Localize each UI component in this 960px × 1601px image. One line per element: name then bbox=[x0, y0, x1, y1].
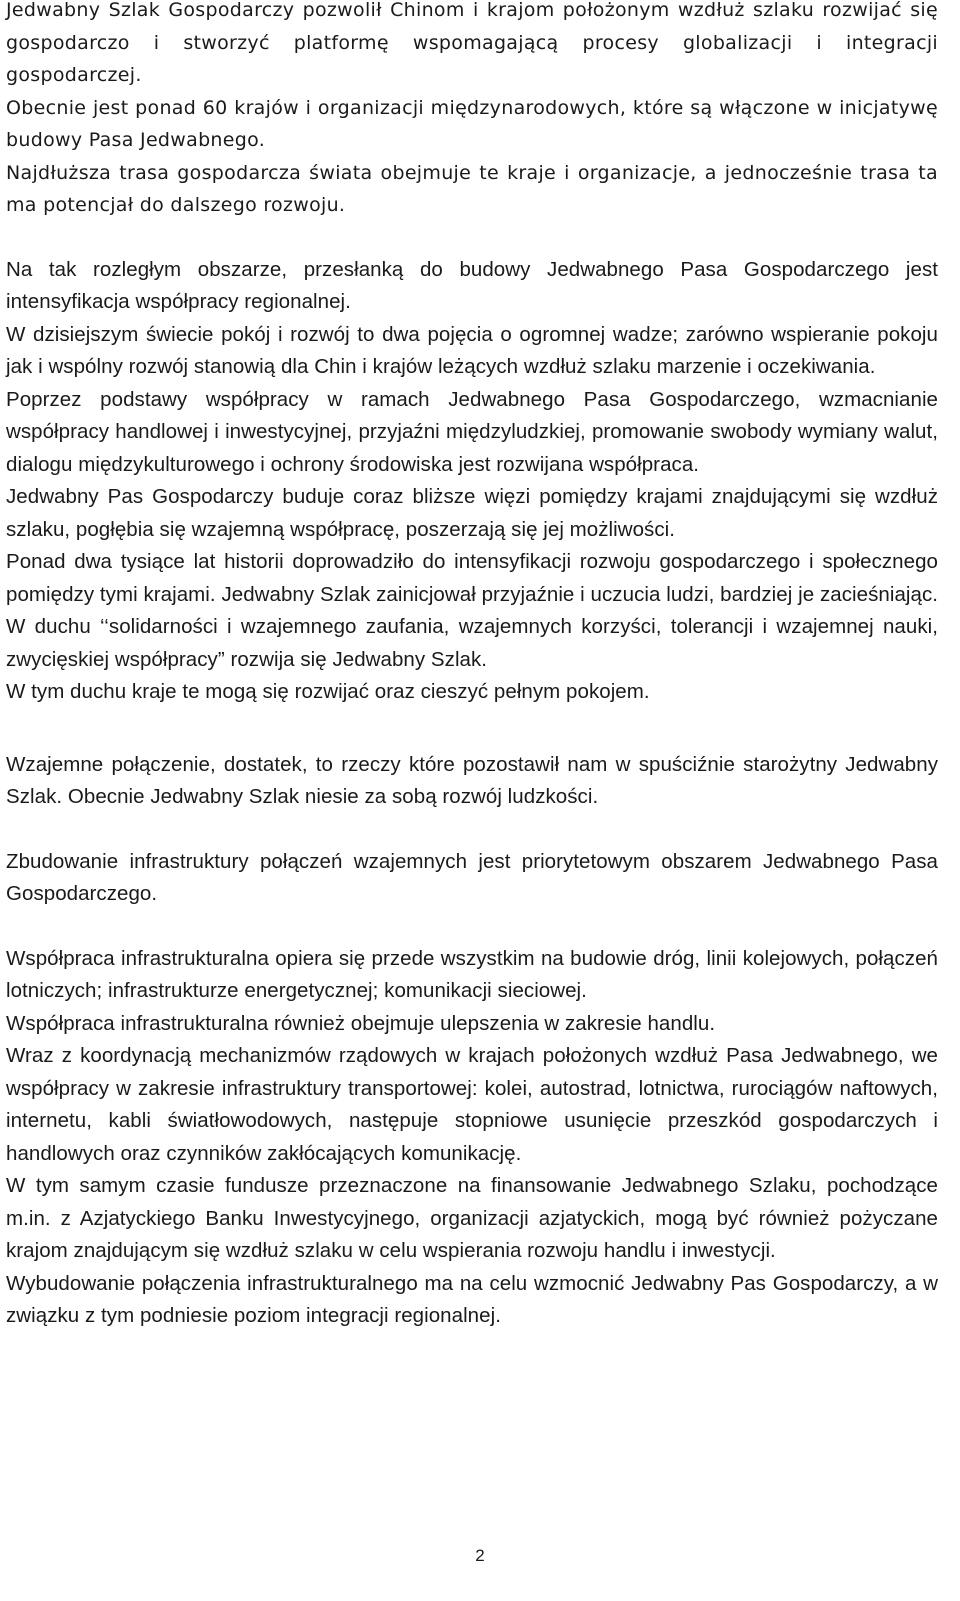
paragraph: Najdłuższa trasa gospodarcza świata obejmuje te kraje i organizacje, a jednocześnie trasa ta ma potencjał do dalszego rozwoju. bbox=[6, 161, 938, 216]
paragraph: Jedwabny Szlak Gospodarczy pozwolił Chinom i krajom położonym wzdłuż szlaku rozwijać się gospodarczo i stworzyć platformę wspomagającą procesy globalizacji i integracji gospodarczej. bbox=[6, 0, 938, 86]
paragraph: W tym samym czasie fundusze przeznaczone na finansowanie Jedwabnego Szlaku, pochodzące m.in. z Azjatyckiego Banku Inwestycyjnego, organizacji azjatyckich, mogą być również pożyczane krajom znajdującym się wzdłuż szlaku w celu wspierania rozwoju handlu i inwestycji. bbox=[6, 1174, 938, 1262]
paragraph: Współpraca infrastrukturalna również obejmuje ulepszenia w zakresie handlu. bbox=[6, 1011, 716, 1035]
paragraph: Zbudowanie infrastruktury połączeń wzajemnych jest priorytetowym obszarem Jedwabnego Pasa Gospodarczego. bbox=[6, 849, 938, 905]
document-body bbox=[6, 0, 938, 1333]
paragraph: Wybudowanie połączenia infrastrukturalnego ma na celu wzmocnić Jedwabny Pas Gospodarczy, a w związku z tym podniesie poziom integracji regionalnej. bbox=[6, 1271, 938, 1327]
paragraph: Ponad dwa tysiące lat historii doprowadziło do intensyfikacji rozwoju gospodarczego i społecznego pomiędzy tymi krajami. Jedwabny Szlak zainicjował przyjaźnie i uczucia ludzi, bardziej je zacieśniając. W duchu ‘‘solidarności i wzajemnego zaufania, wzajemnych korzyści, tolerancji i wzajemnej nauki, zwycięskiej współpracy” rozwija się Jedwabny Szlak. bbox=[6, 550, 938, 671]
paragraph-gap bbox=[6, 709, 938, 749]
paragraph: Współpraca infrastrukturalna opiera się przede wszystkim na budowie dróg, linii kolejowych, połączeń lotniczych; infrastrukturze energetycznej; komunikacji sieciowej. bbox=[6, 946, 938, 1002]
paragraph: Na tak rozległym obszarze, przesłanką do budowy Jedwabnego Pasa Gospodarczego jest intensyfikacja współpracy regionalnej. bbox=[6, 257, 938, 313]
paragraph: Wzajemne połączenie, dostatek, to rzeczy które pozostawił nam w spuściźnie starożytny Jedwabny Szlak. Obecnie Jedwabny Szlak niesie za sobą rozwój ludzkości. bbox=[6, 752, 938, 808]
page-number: 2 bbox=[475, 1546, 485, 1565]
paragraph-gap bbox=[6, 911, 938, 943]
paragraph-gap bbox=[6, 222, 938, 254]
paragraph: Obecnie jest ponad 60 krajów i organizacji międzynarodowych, które są włączone w inicjatywę budowy Pasa Jedwabnego. bbox=[6, 96, 938, 151]
paragraph: Poprzez podstawy współpracy w ramach Jedwabnego Pasa Gospodarczego, wzmacnianie współpracy handlowej i inwestycyjnej, przyjaźni międzyludzkiej, promowanie swobody wymiany walut, dialogu międzykulturowego i ochrony środowiska jest rozwijana współpraca. bbox=[6, 387, 938, 476]
paragraph: Wraz z koordynacją mechanizmów rządowych w krajach położonych wzdłuż Pasa Jedwabnego, we współpracy w zakresie infrastruktury transportowej: kolei, autostrad, lotnictwa, rurociągów naftowych, internetu, kabli światłowodowych, następuje stopniowe usunięcie przeszkód gospodarczych i handlowych oraz czynników zakłócających komunikację. bbox=[6, 1044, 938, 1165]
paragraph: W tym duchu kraje te mogą się rozwijać oraz cieszyć pełnym pokojem. bbox=[6, 680, 650, 703]
paragraph-gap bbox=[6, 814, 938, 846]
paragraph: Jedwabny Pas Gospodarczy buduje coraz bliższe więzi pomiędzy krajami znajdującymi się wzdłuż szlaku, pogłębia się wzajemną współpracę, poszerzają się jej możliwości. bbox=[6, 485, 938, 541]
paragraph: W dzisiejszym świecie pokój i rozwój to dwa pojęcia o ogromnej wadze; zarówno wspieranie pokoju jak i wspólny rozwój stanowią dla Chin i krajów leżących wzdłuż szlaku marzenie i oczekiwania. bbox=[6, 322, 938, 378]
